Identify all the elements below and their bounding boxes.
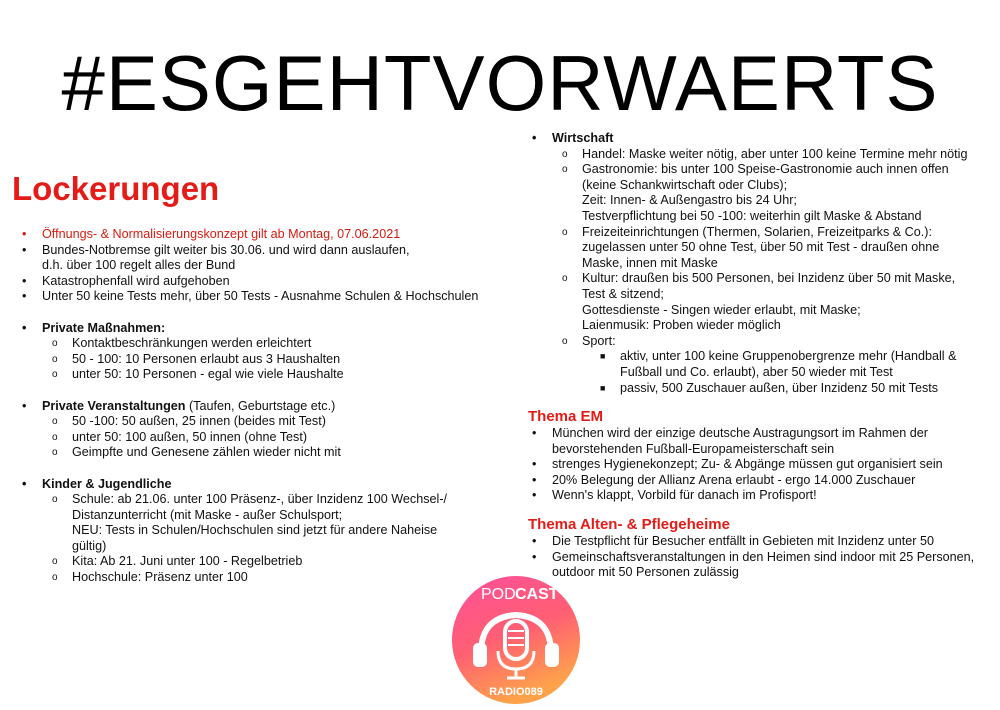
circle-bullet-icon: o (52, 431, 58, 443)
sub-list-item: o Kultur: draußen bis 500 Personen, bei Inzidenz über 50 mit Maske, Test & sitzend; Gottesdienste - Singen wieder erlaubt, mit Maske; Laienmusik: Proben wieder möglich (562, 271, 956, 333)
bullet-icon: • (22, 476, 27, 491)
sub-list-item: o Geimpfte und Genesene zählen wieder nicht mit (52, 445, 341, 460)
list-item: • strenges Hygienekonzept; Zu- & Abgänge müssen gut organisiert sein (532, 457, 943, 472)
sub-list-item: o 50 -100: 50 außen, 25 innen (beides mit Test) (52, 414, 326, 429)
square-bullet-icon: ■ (600, 351, 606, 362)
list-item: • München wird der einzige deutsche Austragungsort im Rahmen der bevorstehenden Fußball-Europameisterschaft sein (532, 426, 928, 456)
circle-bullet-icon: o (52, 369, 58, 381)
list-item: • Gemeinschaftsveranstaltungen in den Heimen sind indoor mit 25 Personen, outdoor mit 50 Personen zulässig (532, 549, 975, 580)
circle-bullet-icon: o (562, 164, 568, 176)
list-item: • Unter 50 keine Tests mehr, über 50 Tests - Ausnahme Schulen & Hochschulen (22, 289, 479, 304)
circle-bullet-icon: o (52, 416, 58, 428)
list-heading-kinder: • Kinder & Jugendliche (22, 476, 172, 491)
circle-bullet-icon: o (52, 353, 58, 365)
sub-list-item: o Handel: Maske weiter nötig, aber unter 100 keine Termine mehr nötig (562, 146, 968, 161)
bullet-icon: • (532, 549, 537, 564)
circle-bullet-icon: o (52, 494, 58, 506)
sub-list-item: o unter 50: 100 außen, 50 innen (ohne Test) (52, 429, 308, 444)
bullet-icon: • (22, 227, 27, 241)
bullet-icon: • (532, 472, 537, 487)
sub-list-item: o Schule: ab 21.06. unter 100 Präsenz-, über Inzidenz 100 Wechsel-/ Distanzunterricht (mit Maske - außer Schulsport; NEU: Tests in Schulen/Hochschulen sind jetzt für andere Naheise gültig) (52, 492, 448, 553)
sub-list-item: o Kontaktbeschränkungen werden erleichtert (52, 336, 312, 351)
right-column (528, 131, 998, 581)
list-item: • Öffnungs- & Normalisierungskonzept gilt ab Montag, 07.06.2021 (22, 227, 401, 241)
microphone-headphones-icon (451, 575, 581, 705)
logo-word-cast: CAST (515, 586, 559, 603)
sub-sub-list-item: ■ passiv, 500 Zuschauer außen, über Inzidenz 50 mit Tests (600, 380, 939, 395)
list-item: • Katastrophenfall wird aufgehoben (22, 273, 230, 288)
bullet-icon: • (532, 534, 537, 549)
page-headline: #ESGEHTVORWAERTS (61, 39, 939, 127)
circle-bullet-icon: o (52, 556, 58, 568)
bullet-icon: • (22, 398, 27, 413)
circle-bullet-icon: o (562, 148, 568, 160)
bullet-icon: • (22, 320, 27, 335)
list-heading-private-massnahmen: • Private Maßnahmen: (22, 320, 166, 335)
circle-bullet-icon: o (52, 338, 58, 350)
bullet-icon: • (532, 131, 537, 145)
sub-sub-list-item: ■ aktiv, unter 100 keine Gruppenobergrenze mehr (Handball & Fußball und Co. erlaubt), aber 50 wieder mit Test (600, 349, 957, 379)
bullet-icon: • (22, 273, 27, 288)
section-title-thema-em: Thema EM (528, 408, 604, 426)
sub-list-item: o Gastronomie: bis unter 100 Speise-Gastronomie auch innen offen (keine Schankwirtschaft oder Clubs); Zeit: Innen- & Außengastro bis 24 Uhr; Testverpflichtung bei 50 -100: weiterhin gilt Maske & Abstand (562, 162, 949, 223)
list-item: • Die Testpflicht für Besucher entfällt in Gebieten mit Inzidenz unter 50 (532, 534, 934, 549)
sub-list-item: o Freizeiteinrichtungen (Thermen, Solarien, Freizeitparks & Co.): zugelassen unter 50 ohne Test, über 50 mit Test - draußen ohne Maske, innen mit Maske (562, 224, 940, 270)
list-item: • Bundes-Notbremse gilt weiter bis 30.06. und wird dann auslaufen, d.h. über 100 regelt alles der Bund (22, 242, 410, 273)
sub-list-item: o Kita: Ab 21. Juni unter 100 - Regelbetrieb (52, 554, 303, 569)
list-item: • Wenn's klappt, Vorbild für danach im Profisport! (532, 488, 817, 503)
sub-list-item: o Sport: (562, 333, 616, 348)
bullet-icon: • (532, 488, 537, 503)
circle-bullet-icon: o (562, 335, 568, 347)
bullet-icon: • (532, 426, 537, 441)
bullet-icon: • (532, 457, 537, 472)
bullet-icon: • (22, 289, 27, 304)
section-title-lockerungen: Lockerungen (12, 170, 220, 207)
circle-bullet-icon: o (562, 226, 568, 238)
sub-list-item: o Hochschule: Präsenz unter 100 (52, 570, 248, 585)
left-column (18, 227, 518, 586)
list-heading-wirtschaft: • Wirtschaft (532, 131, 614, 145)
square-bullet-icon: ■ (600, 382, 606, 393)
logo-word-pod: POD (481, 586, 516, 603)
list-item: • 20% Belegung der Allianz Arena erlaubt - ergo 14.000 Zuschauer (532, 472, 916, 487)
bullet-icon: • (22, 242, 27, 257)
logo-station: RADIO089 (489, 686, 543, 698)
list-heading-private-veranstaltungen: • Private Veranstaltungen (Taufen, Geburtstage etc.) (22, 398, 336, 413)
circle-bullet-icon: o (52, 572, 58, 584)
circle-bullet-icon: o (562, 273, 568, 285)
podcast-logo (451, 575, 581, 705)
circle-bullet-icon: o (52, 447, 58, 459)
sub-list-item: o unter 50: 10 Personen - egal wie viele Haushalte (52, 367, 344, 382)
sub-list-item: o 50 - 100: 10 Personen erlaubt aus 3 Haushalten (52, 351, 341, 366)
section-title-thema-alten: Thema Alten- & Pflegeheime (528, 516, 730, 534)
